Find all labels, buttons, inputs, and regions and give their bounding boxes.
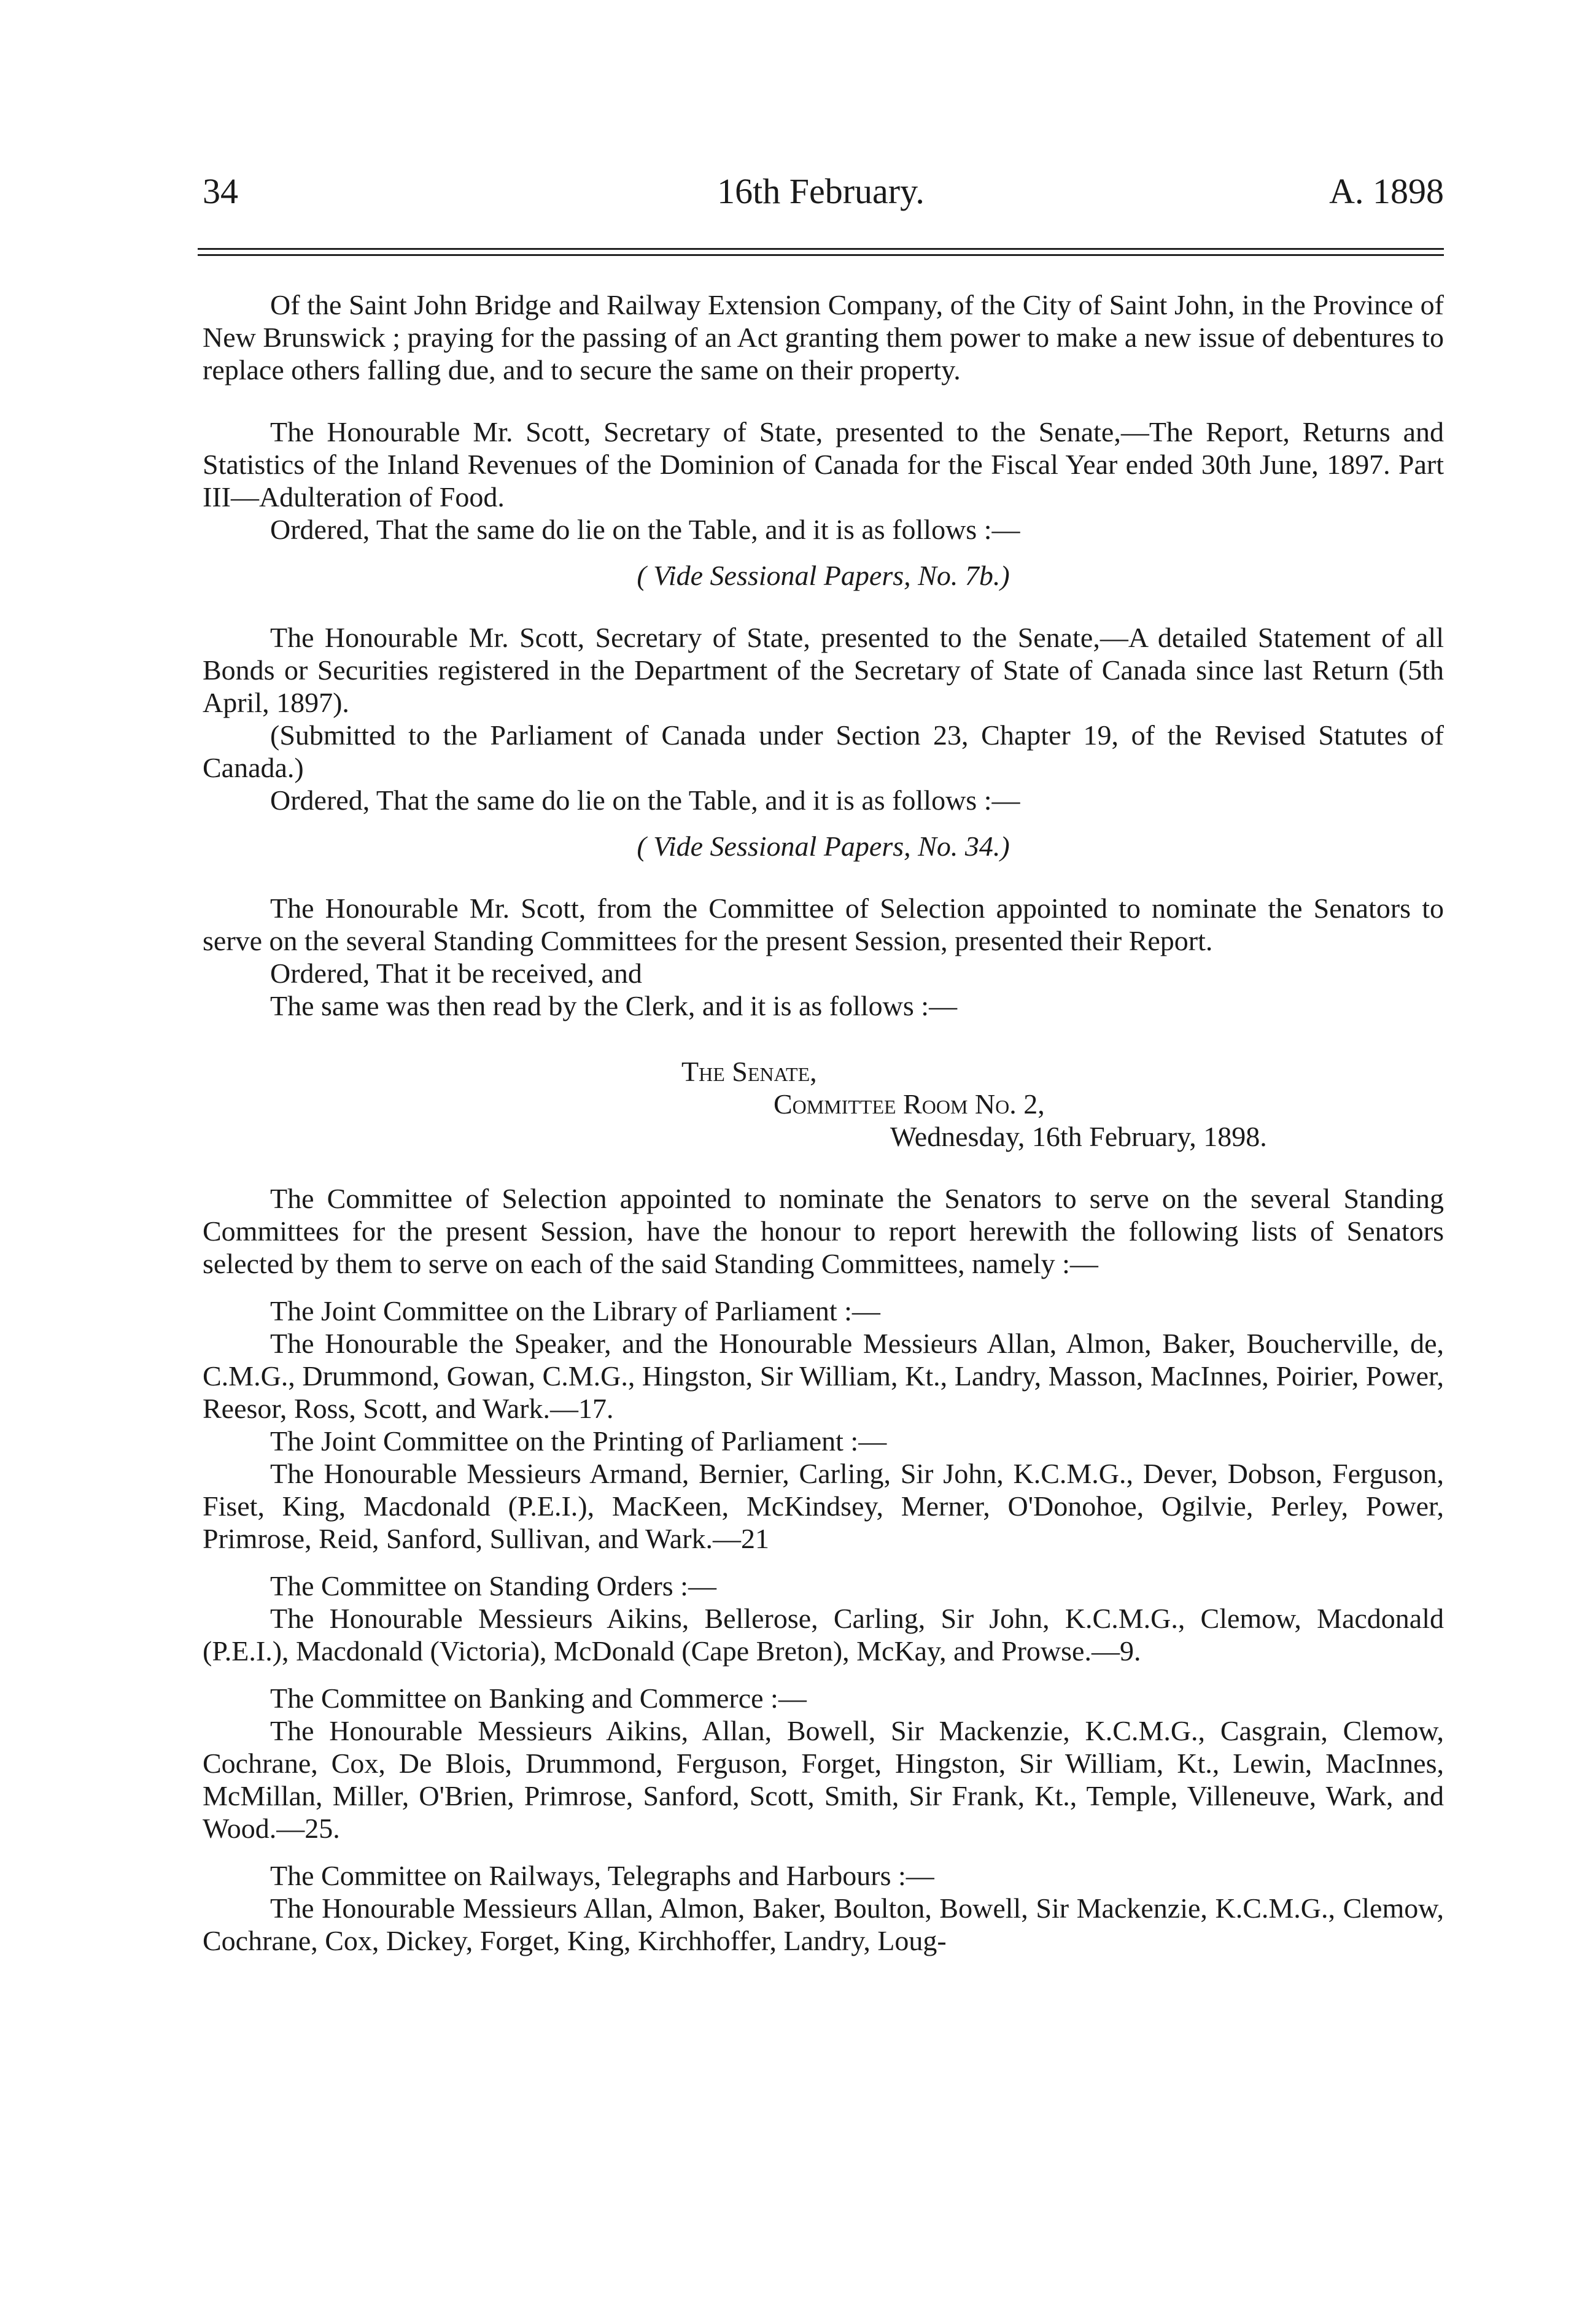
paragraph-inland-revenue-report: The Honourable Mr. Scott, Secretary of State, presented to the Senate,—The Report, Returns and Statistics of the Inland Revenues of the Dominion of Canada for the Fiscal Year ended 30th June, 1897. Part III—Adulteration of Food. [203,416,1444,513]
header-date: 16th February. [717,171,925,211]
paragraph-ordered: Ordered, That the same do lie on the Table, and it is as follows :— [270,514,1020,545]
committee-heading: The Joint Committee on the Library of Parliament :— [270,1295,880,1327]
paragraph-read-by-clerk: The same was then read by the Clerk, and it is as follows :— [270,990,958,1021]
page-body [203,289,1444,1957]
committee-members: The Honourable Messieurs Aikins, Allan, Bowell, Sir Mackenzie, K.C.M.G., Casgrain, Clemow, Cochrane, Cox, De Blois, Drummond, Ferguson, Forget, Hingston, Sir William, Kt., Lewin, MacInnes, McMillan, Miller, O'Brien, Primrose, Sanford, Scott, Smith, Sir Frank, Kt., Temple, Villeneuve, Wark, and Wood.—25. [203,1715,1444,1844]
committee-members: The Honourable Messieurs Armand, Bernier, Carling, Sir John, K.C.M.G., Dever, Dobson, Ferguson, Fiset, King, Macdonald (P.E.I.), MacKeen, McKindsey, Merner, O'Donohoe, Ogilvie, Perley, Power, Primrose, Reid, Sanford, Sullivan, and Wark.—21 [203,1458,1444,1554]
committee-members: The Honourable Messieurs Allan, Almon, Baker, Boulton, Bowell, Sir Mackenzie, K.C.M.G., Clemow, Cochrane, Cox, Dickey, Forget, King, Kirchhoffer, Landry, Loug- [203,1892,1444,1956]
header-year: A. 1898 [1329,171,1444,211]
report-address-date: Wednesday, 16th February, 1898. [890,1121,1267,1152]
sessional-paper-reference: ( Vide Sessional Papers, No. 34.) [637,831,1010,862]
header-rule-bottom [198,254,1444,256]
paragraph-ordered: Ordered, That the same do lie on the Table, and it is as follows :— [270,784,1020,816]
paragraph-petition: Of the Saint John Bridge and Railway Extension Company, of the City of Saint John, in the Province of New Brunswick ; praying for the passing of an Act granting them power to make a new issue of debentures to replace others falling due, and to secure the same on their property. [203,289,1444,385]
committee-heading: The Committee on Standing Orders :— [270,1570,716,1602]
committee-heading: The Joint Committee on the Printing of Parliament :— [270,1425,887,1457]
page-number: 34 [203,171,238,211]
committee-heading: The Committee on Railways, Telegraphs and Harbours :— [270,1860,934,1891]
committee-heading: The Committee on Banking and Commerce :— [270,1683,807,1714]
report-address-senate: The Senate, [681,1056,817,1087]
paragraph-bonds-statement: The Honourable Mr. Scott, Secretary of State, presented to the Senate,—A detailed Statement of all Bonds or Securities registered in the Department of the Secretary of State of Canada since last Return (5th April, 1897). [203,622,1444,718]
header-rule-top [198,248,1444,250]
paragraph-committee-selection: The Honourable Mr. Scott, from the Committee of Selection appointed to nominate the Senators to serve on the several Standing Committees for the present Session, presented their Report. [203,893,1444,956]
report-address-room: Committee Room No. 2, [774,1088,1045,1120]
committee-members: The Honourable Messieurs Aikins, Bellerose, Carling, Sir John, K.C.M.G., Clemow, Macdonald (P.E.I.), Macdonald (Victoria), McDonald (Cape Breton), McKay, and Prowse.—9. [203,1603,1444,1667]
page-header [198,171,1444,220]
paragraph-submitted: (Submitted to the Parliament of Canada under Section 23, Chapter 19, of the Revised Statutes of Canada.) [203,719,1444,783]
committee-members: The Honourable the Speaker, and the Honourable Messieurs Allan, Almon, Baker, Boucherville, de, C.M.G., Drummond, Gowan, C.M.G., Hingston, Sir William, Kt., Landry, Masson, MacInnes, Poirier, Power, Reesor, Ross, Scott, and Wark.—17. [203,1328,1444,1424]
sessional-paper-reference: ( Vide Sessional Papers, No. 7b.) [637,560,1010,591]
paragraph-ordered-received: Ordered, That it be received, and [270,958,642,989]
paragraph-report-intro: The Committee of Selection appointed to nominate the Senators to serve on the several Standing Committees for the present Session, have the honour to report herewith the following lists of Senators selected by them to serve on each of the said Standing Committees, namely :— [203,1183,1444,1279]
